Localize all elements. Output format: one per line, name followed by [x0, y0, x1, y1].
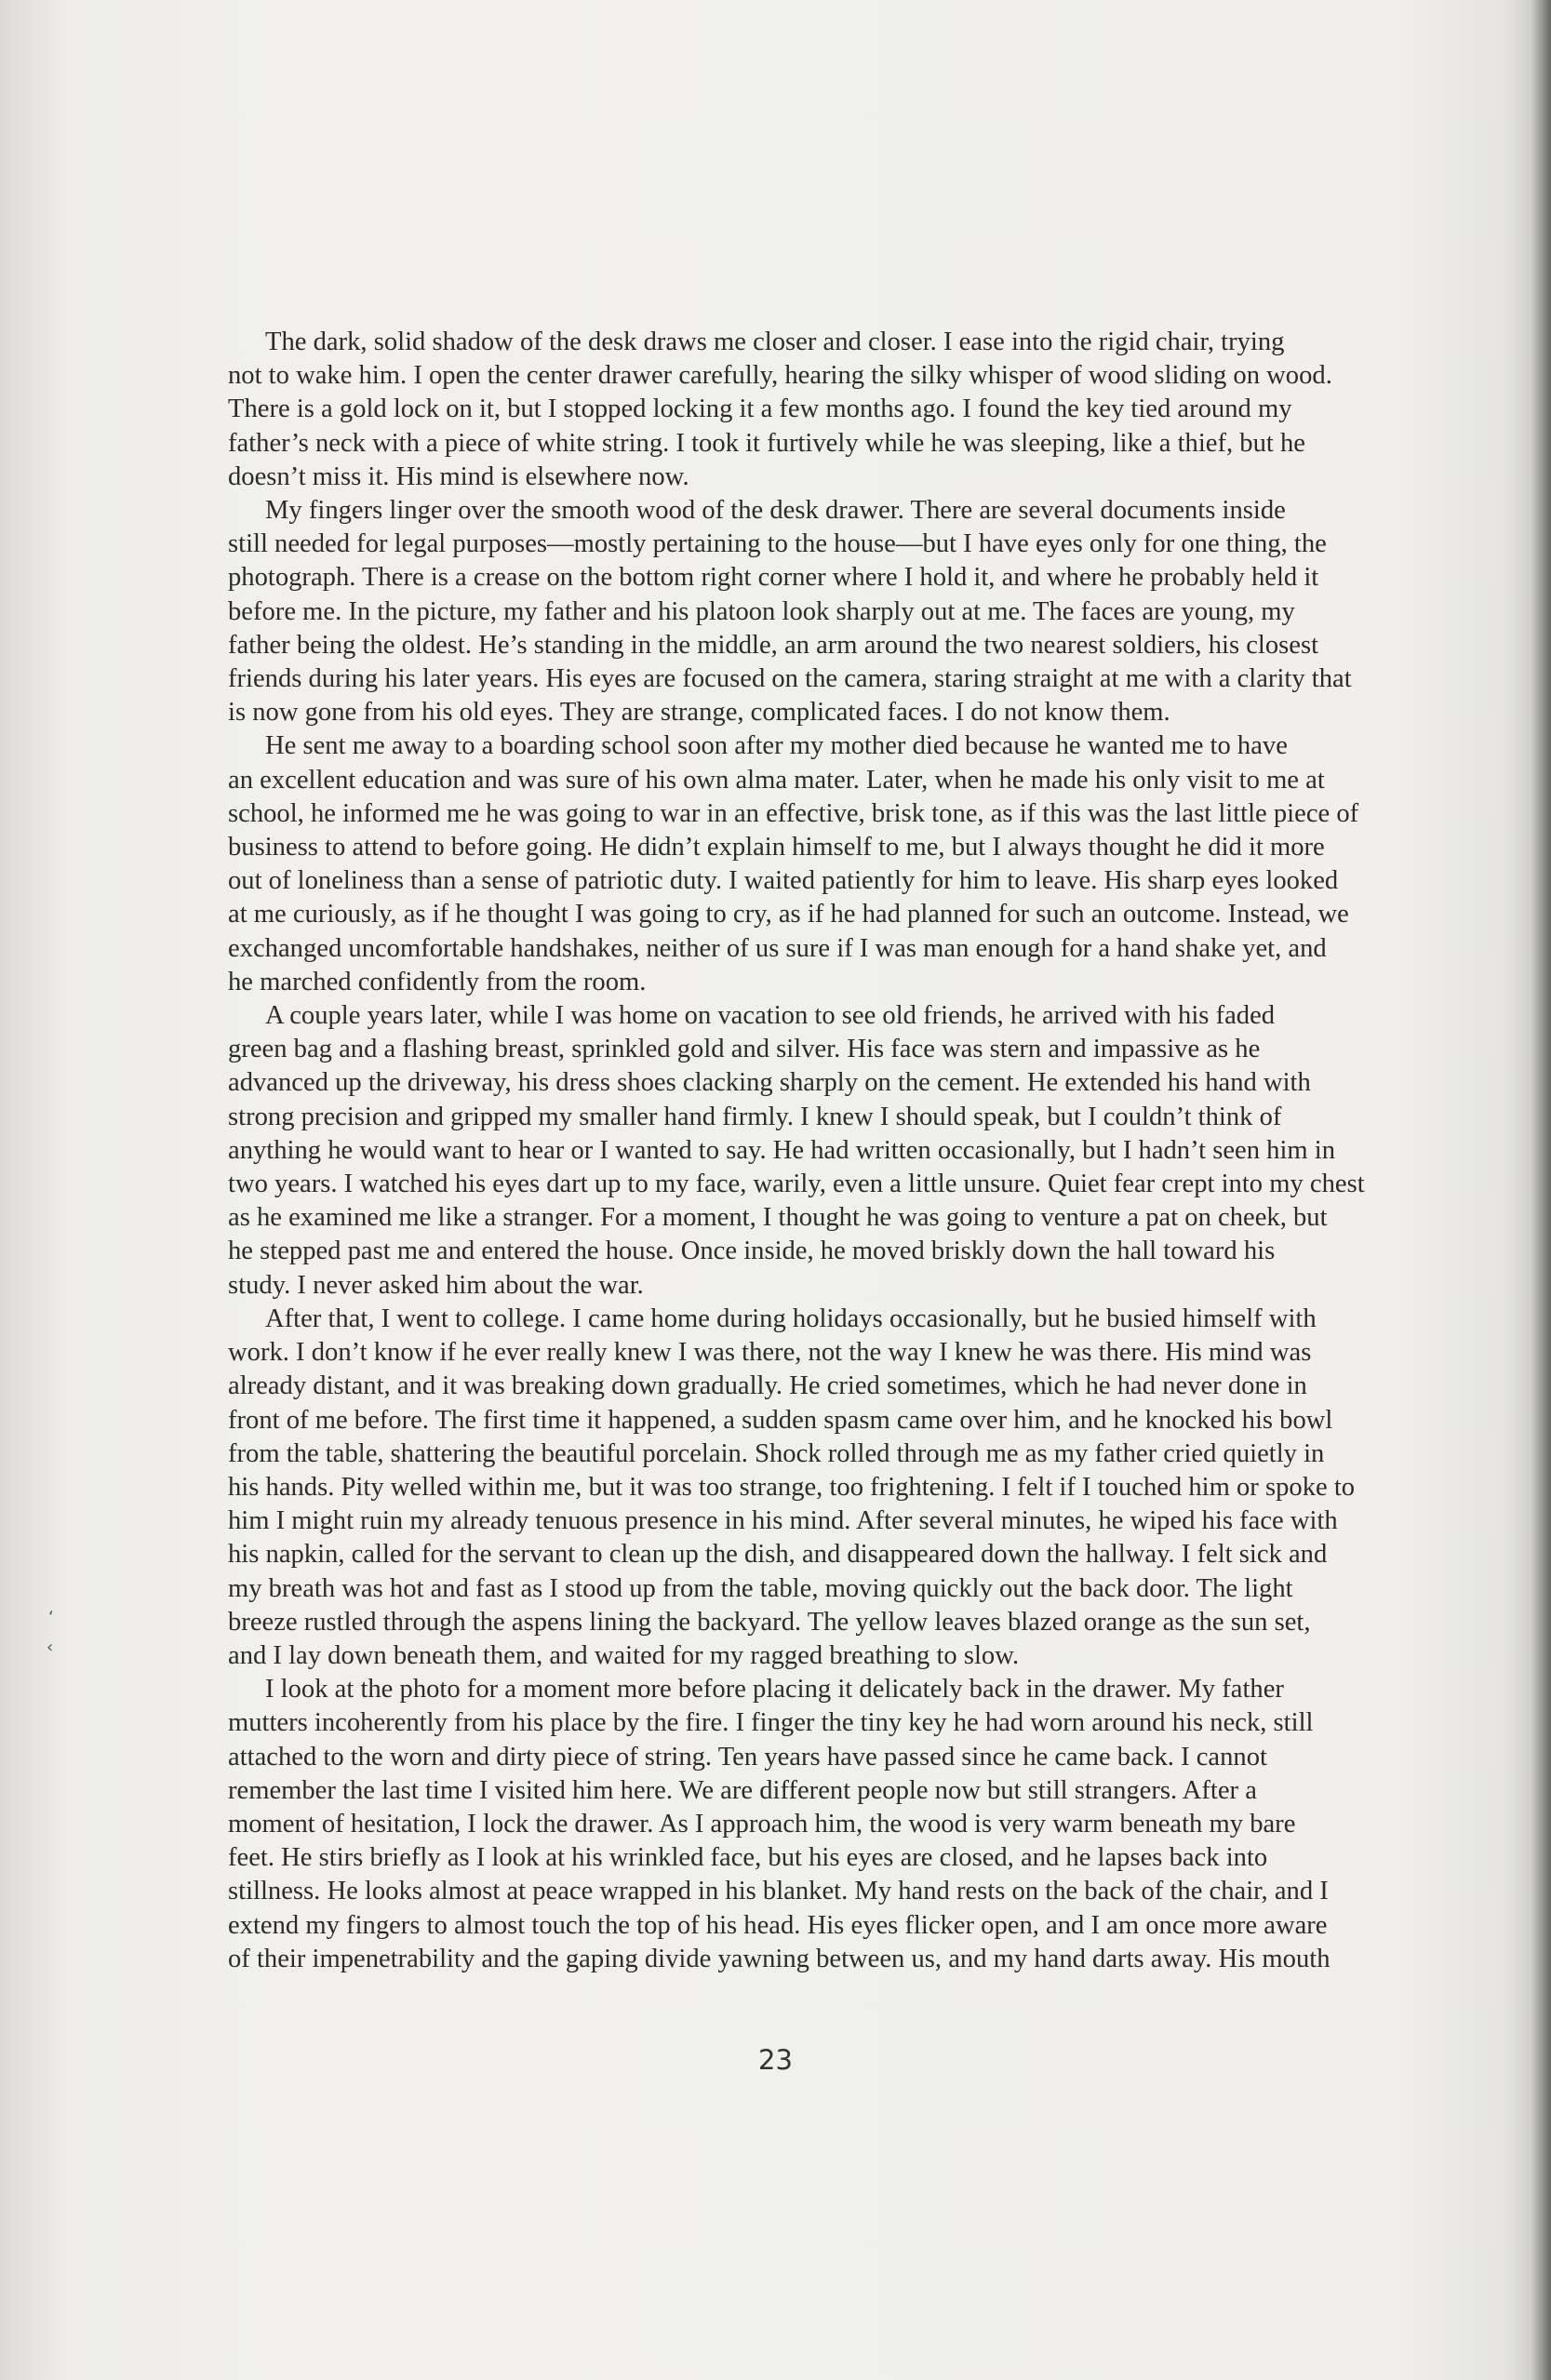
paragraph: After that, I went to college. I came home during holidays occasionally, but he busied himself with work. I don’t know if he ever really knew I was there, not the way I knew he was there. His mind was already distant, and it was breaking down gradually. He cried sometimes, which he had never done in front of me before. The first time it happened, a sudden spasm came over him, and he knocked his bowl from the table, shattering the beautiful porcelain. Shock rolled through me as my father cried quietly in his hands. Pity welled within me, but it was too strange, too frightening. I felt if I touched him or spoke to him I might ruin my already tenuous presence in his mind. After several minutes, he wiped his face with his napkin, called for the servant to clean up the dish, and disappeared down the hallway. I felt sick and my breath was hot and fast as I stood up from the table, moving quickly out the back door. The light breeze rustled through the aspens lining the backyard. The yellow leaves blazed orange as the sun set, and I lay down beneath them, and waited for my ragged breathing to slow.: [228, 1304, 1356, 1670]
paragraph: My fingers linger over the smooth wood of the desk drawer. There are several documents inside still needed for legal purposes—mostly pertaining to the house—but I have eyes only for one thing, the photograph. There is a crease on the bottom right corner where I hold it, and where he probably held it before me. In the picture, my father and his platoon look sharply out at me. The faces are young, my father being the oldest. He’s standing in the middle, an arm around the two nearest soldiers, his closest friends during his later years. His eyes are focused on the camera, staring straight at me with a clarity that is now gone from his old eyes. They are strange, complicated faces. I do not know them.: [228, 496, 1352, 728]
paragraph: He sent me away to a boarding school soon after my mother died because he wanted me to have an excellent education and was sure of his own alma mater. Later, when he made his only visit to me at school, he informed me he was going to war in an effective, brisk tone, as if this was the last little piece of business to attend to before going. He didn’t explain himself to me, but I always thought he did it more out of loneliness than a sense of patriotic duty. I waited patiently for him to leave. His sharp eyes looked at me curiously, as if he thought I was going to cry, as if he had planned for such an outcome. Instead, we exchanged uncomfortable handshakes, neither of us sure if I was man enough for a hand shake yet, and he marched confidently from the room.: [228, 731, 1359, 996]
margin-mark: ‹: [47, 1638, 54, 1657]
paragraph: A couple years later, while I was home on vacation to see old friends, he arrived with his faded green bag and a flashing breast, sprinkled gold and silver. His face was stern and impassive as he advanced up the driveway, his dress shoes clacking sharply on the cement. He extended his hand with strong precision and gripped my smaller hand firmly. I knew I should speak, but I couldn’t think of anything he would want to hear or I wanted to say. He had written occasionally, but I hadn’t seen him in two years. I watched his eyes dart up to my face, warily, even a little unsure. Quiet fear crept into my chest as he examined me like a stranger. For a moment, I thought he was going to venture a pat on cheek, but he stepped past me and entered the house. Once inside, he moved briskly down the hall toward his study. I never asked him about the war.: [228, 1001, 1365, 1300]
body-text: [228, 326, 1422, 1976]
page-number: 23: [758, 2044, 793, 2076]
paragraph: The dark, solid shadow of the desk draws me closer and closer. I ease into the rigid chair, trying not to wake him. I open the center drawer carefully, hearing the silky whisper of wood sliding on wood. There is a gold lock on it, but I stopped locking it a few months ago. I found the key tied around my father’s neck with a piece of white string. I took it furtively while he was sleeping, like a thief, but he doesn’t miss it. His mind is elsewhere now.: [228, 328, 1332, 491]
page-edge-shadow: [1531, 0, 1551, 2380]
paragraph: I look at the photo for a moment more before placing it delicately back in the drawer. My father mutters incoherently from his place by the fire. I finger the tiny key he had worn around his neck, still attached to the worn and dirty piece of string. Ten years have passed since he came back. I cannot remember the last time I visited him here. We are different people now but still strangers. After a moment of hesitation, I lock the drawer. As I approach him, the wood is very warm beneath my bare feet. He stirs briefly as I look at his wrinkled face, but his eyes are closed, and he lapses back into stillness. He looks almost at peace wrapped in his blanket. My hand rests on the back of the chair, and I extend my fingers to almost touch the top of his head. His eyes flicker open, and I am once more aware of their impenetrability and the gaping divide yawning between us, and my hand darts away. His mouth: [228, 1675, 1330, 1973]
margin-mark: ‘: [48, 1608, 54, 1627]
